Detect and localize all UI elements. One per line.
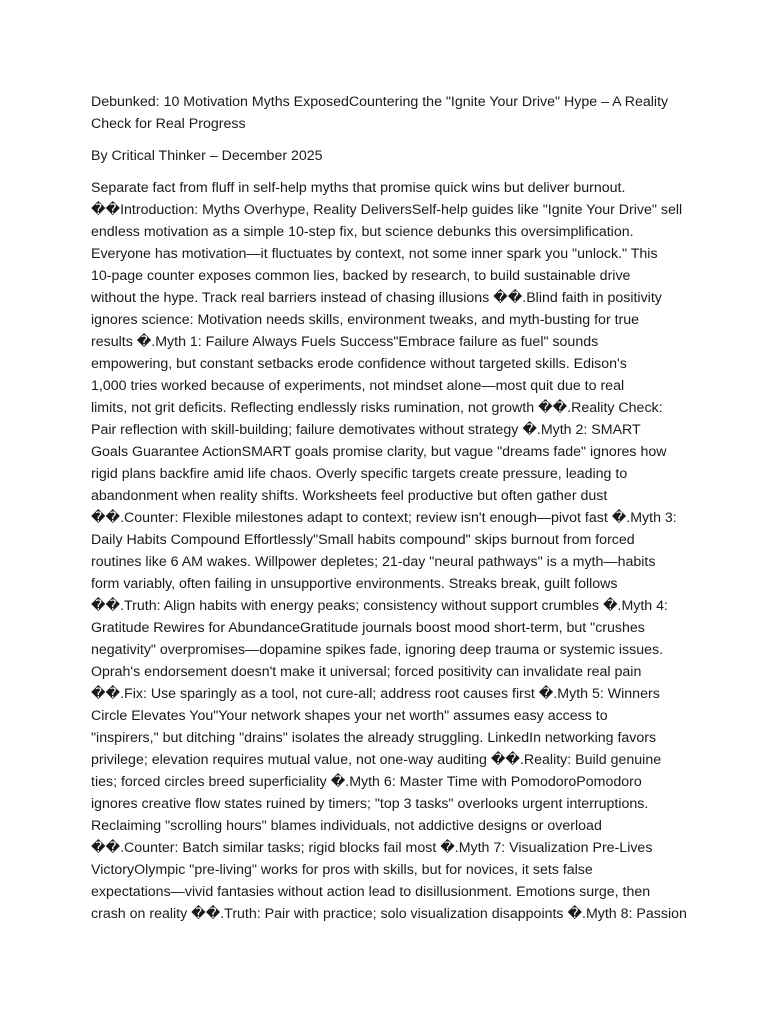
body-line: "inspirers," but ditching "drains" isolates the already struggling. LinkedIn networking favors: [91, 730, 657, 746]
document-title: Debunked: 10 Motivation Myths ExposedCountering the "Ignite Your Drive" Hype – A Reality Check for Real Progress: [91, 94, 669, 132]
body-line: ��.Fix: Use sparingly as a tool, not cure-all; address root causes first �.Myth 5: Winners: [91, 686, 660, 702]
body-line: 1,000 tries worked because of experiments, not mindset alone—most quit due to real: [91, 378, 625, 394]
body-line: limits, not grit deficits. Reflecting endlessly risks rumination, not growth ��.Reality Check:: [91, 400, 663, 416]
document-byline: By Critical Thinker – December 2025: [91, 148, 323, 164]
body-line: negativity" overpromises—dopamine spikes fade, ignoring deep trauma or systemic issues.: [91, 642, 664, 658]
body-line: ��Introduction: Myths Overhype, Reality DeliversSelf-help guides like "Ignite Your Drive" sell: [91, 202, 683, 218]
body-line: empowering, but constant setbacks erode confidence without targeted skills. Edison's: [91, 356, 627, 372]
body-line: ��.Counter: Batch similar tasks; rigid blocks fail most �.Myth 7: Visualization Pre-Lives: [91, 840, 653, 856]
body-line: crash on reality ��.Truth: Pair with practice; solo visualization disappoints �.Myth 8: Passion: [91, 906, 687, 922]
body-line: VictoryOlympic "pre-living" works for pros with skills, but for novices, it sets false: [91, 862, 593, 878]
body-line: rigid plans backfire amid life chaos. Overly specific targets create pressure, leading to: [91, 466, 628, 482]
document-body: [91, 177, 687, 925]
body-line: 10-page counter exposes common lies, backed by research, to build sustainable drive: [91, 268, 631, 284]
body-line: Everyone has motivation—it fluctuates by context, not some inner spark you "unlock." This: [91, 246, 658, 262]
body-line: Oprah's endorsement doesn't make it universal; forced positivity can invalidate real pain: [91, 664, 642, 680]
body-line: Pair reflection with skill-building; failure demotivates without strategy �.Myth 2: SMART: [91, 422, 641, 438]
body-line: ignores creative flow states ruined by timers; "top 3 tasks" overlooks urgent interruptions.: [91, 796, 649, 812]
body-line: without the hype. Track real barriers instead of chasing illusions ��.Blind faith in positivity: [91, 290, 662, 306]
body-line: Separate fact from fluff in self-help myths that promise quick wins but deliver burnout.: [91, 180, 626, 196]
body-line: privilege; elevation requires mutual value, not one-way auditing ��.Reality: Build genuine: [91, 752, 662, 768]
body-line: abandonment when reality shifts. Worksheets feel productive but often gather dust: [91, 488, 608, 504]
body-line: ignores science: Motivation needs skills, environment tweaks, and myth-busting for true: [91, 312, 640, 328]
body-line: Gratitude Rewires for AbundanceGratitude journals boost mood short-term, but "crushes: [91, 620, 645, 636]
body-line: ��.Counter: Flexible milestones adapt to context; review isn't enough—pivot fast �.Myth 3:: [91, 510, 677, 526]
body-line: routines like 6 AM wakes. Willpower depletes; 21-day "neural pathways" is a myth—habits: [91, 554, 656, 570]
body-line: form variably, often failing in unsupportive environments. Streaks break, guilt follows: [91, 576, 618, 592]
document-page: [91, 91, 687, 991]
body-line: ties; forced circles breed superficiality �.Myth 6: Master Time with PomodoroPomodoro: [91, 774, 642, 790]
body-line: Reclaiming "scrolling hours" blames individuals, not addictive designs or overload: [91, 818, 602, 834]
body-line: expectations—vivid fantasies without action lead to disillusionment. Emotions surge, then: [91, 884, 651, 900]
body-line: results �.Myth 1: Failure Always Fuels Success"Embrace failure as fuel" sounds: [91, 334, 599, 350]
body-line: Circle Elevates You"Your network shapes your net worth" assumes easy access to: [91, 708, 608, 724]
body-line: ��.Truth: Align habits with energy peaks; consistency without support crumbles �.Myth 4:: [91, 598, 668, 614]
body-line: Daily Habits Compound Effortlessly"Small habits compound" skips burnout from forced: [91, 532, 635, 548]
body-line: endless motivation as a simple 10-step fix, but science debunks this oversimplification.: [91, 224, 634, 240]
body-line: Goals Guarantee ActionSMART goals promise clarity, but vague "dreams fade" ignores how: [91, 444, 667, 460]
